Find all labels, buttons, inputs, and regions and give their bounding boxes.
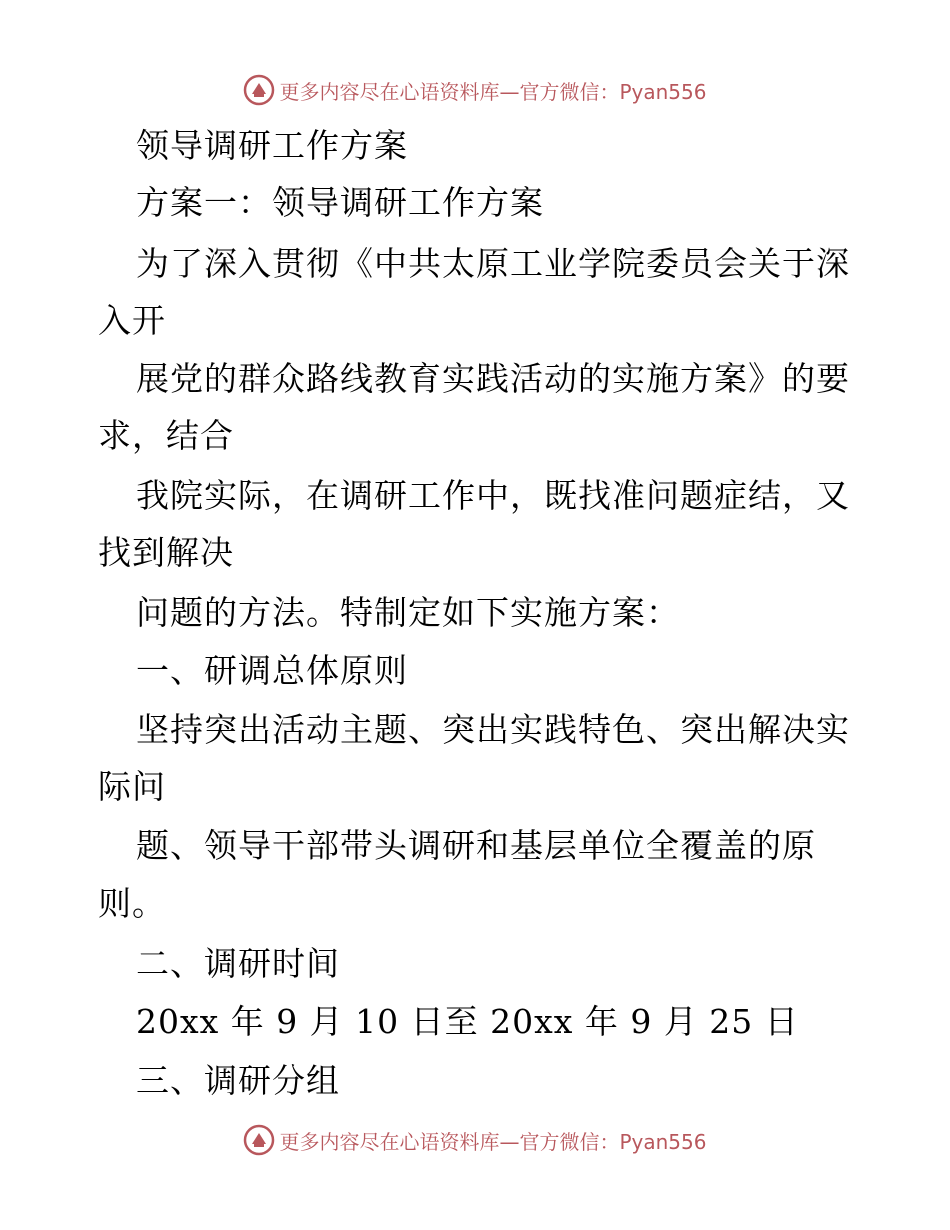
footer-banner xyxy=(0,1120,950,1160)
book-logo-icon xyxy=(243,1124,275,1156)
header-banner xyxy=(0,70,950,110)
document-title: 领导调研工作方案 xyxy=(136,126,408,165)
book-logo-icon xyxy=(243,74,275,106)
paragraph-line: 题、领导干部带头调研和基层单位全覆盖的原 xyxy=(136,826,816,865)
paragraph-line: 我院实际，在调研工作中，既找准问题症结，又 xyxy=(136,476,850,515)
date-range: 20xx 年 9 月 10 日至 20xx 年 9 月 25 日 xyxy=(136,1002,799,1041)
paragraph-line: 问题的方法。特制定如下实施方案： xyxy=(136,593,680,632)
paragraph-line: 展党的群众路线教育实践活动的实施方案》的要 xyxy=(136,359,850,398)
paragraph-line: 求，结合 xyxy=(98,416,234,455)
paragraph-line: 入开 xyxy=(98,301,166,340)
document-subtitle: 方案一：领导调研工作方案 xyxy=(136,183,544,222)
section-heading: 一、研调总体原则 xyxy=(136,651,408,690)
section-heading: 三、调研分组 xyxy=(136,1061,340,1100)
header-banner-text: 更多内容尽在心语资料库—官方微信：Pyan556 xyxy=(279,79,707,104)
paragraph-line: 坚持突出活动主题、突出实践特色、突出解决实 xyxy=(136,710,850,749)
section-heading: 二、调研时间 xyxy=(136,944,340,983)
paragraph-line: 找到解决 xyxy=(98,533,234,572)
paragraph-line: 际问 xyxy=(98,767,166,806)
footer-banner-text: 更多内容尽在心语资料库—官方微信：Pyan556 xyxy=(279,1129,707,1154)
paragraph-line: 为了深入贯彻《中共太原工业学院委员会关于深 xyxy=(136,244,850,283)
paragraph-line: 则。 xyxy=(98,884,166,923)
